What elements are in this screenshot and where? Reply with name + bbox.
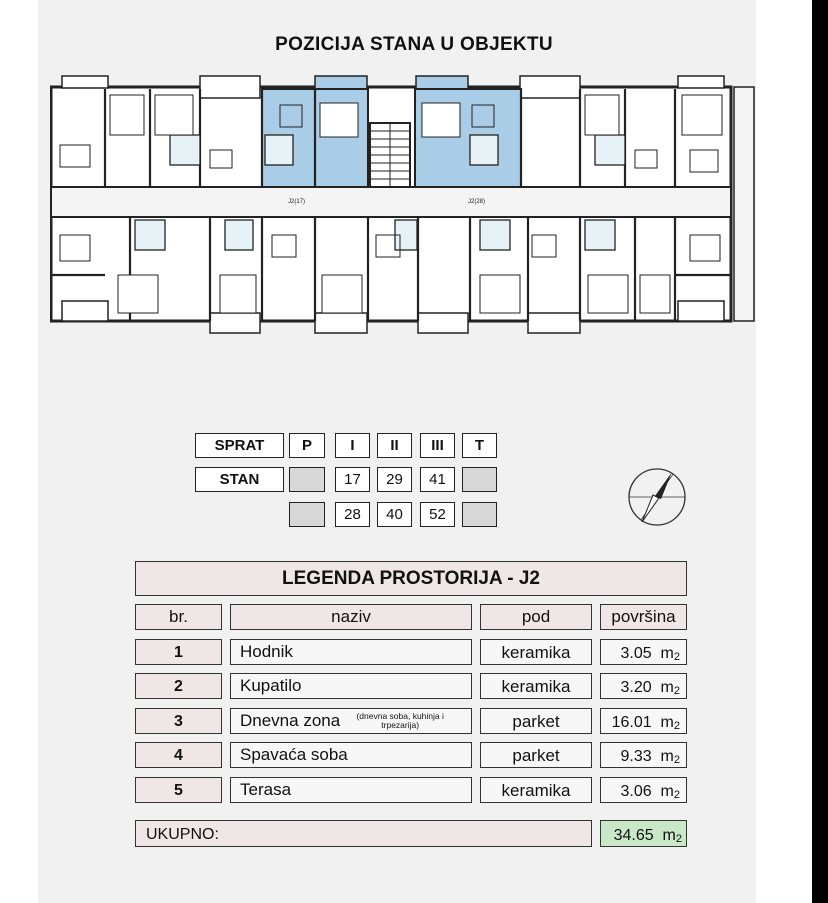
grid-apartment-40: 40 <box>377 502 412 527</box>
legend-row-floor: keramika <box>480 639 592 665</box>
legend-row-name <box>230 742 472 768</box>
legend-row-floor: keramika <box>480 673 592 699</box>
grid-floor-i: I <box>335 433 370 458</box>
grid-apartment-28: 28 <box>335 502 370 527</box>
area-unit-sup: 2 <box>673 720 680 732</box>
grid-floor-iii: III <box>420 433 455 458</box>
area-unit: m <box>660 714 674 731</box>
area-unit: m <box>660 645 674 662</box>
grid-floor-t: T <box>462 433 497 458</box>
room-name: Kupatilo <box>240 676 302 695</box>
legend-row-number: 3 <box>135 708 222 734</box>
area-value: 3.06 <box>620 783 652 800</box>
area-unit-sup: 2 <box>673 789 680 801</box>
grid-apartment-52: 52 <box>420 502 455 527</box>
grid-cell-empty <box>289 502 325 527</box>
grid-apartment-17: 17 <box>335 467 370 492</box>
legend-header-naziv: naziv <box>230 604 472 630</box>
page-title: POZICIJA STANA U OBJEKTU <box>275 34 553 55</box>
total-area-unit: m <box>662 827 676 844</box>
area-value: 16.01 <box>611 714 652 731</box>
legend-row-area <box>600 639 687 665</box>
total-area-value: 34.65 <box>613 827 654 844</box>
legend-row-name <box>230 639 472 665</box>
grid-row-label-sprat: SPRAT <box>195 433 284 458</box>
grid-floor-ii: II <box>377 433 412 458</box>
grid-floor-p: P <box>289 433 325 458</box>
grid-cell-empty <box>462 467 497 492</box>
area-unit-sup: 2 <box>673 754 680 766</box>
legend-row-name <box>230 777 472 803</box>
legend-row-number: 1 <box>135 639 222 665</box>
plan-tag-left: J2(17) <box>288 199 306 205</box>
room-name: Hodnik <box>240 642 293 661</box>
room-name: Terasa <box>240 780 292 799</box>
area-unit-sup: 2 <box>673 651 680 663</box>
legend-row-floor: parket <box>480 742 592 768</box>
area-unit: m <box>660 748 674 765</box>
legend-row-name <box>230 673 472 699</box>
grid-cell-empty <box>289 467 325 492</box>
legend-row-area <box>600 708 687 734</box>
area-value: 9.33 <box>620 748 652 765</box>
grid-cell-empty <box>462 502 497 527</box>
window-edge <box>812 0 828 903</box>
area-unit: m <box>660 783 674 800</box>
grid-apartment-41: 41 <box>420 467 455 492</box>
room-name: Dnevna zona <box>240 711 341 730</box>
legend-row-area <box>600 673 687 699</box>
legend-row-area <box>600 777 687 803</box>
legend-total-label: UKUPNO: <box>135 820 592 847</box>
legend-title: LEGENDA PROSTORIJA - J2 <box>135 561 687 596</box>
legend-row-number: 4 <box>135 742 222 768</box>
area-value: 3.20 <box>620 679 652 696</box>
legend-header-br: br. <box>135 604 222 630</box>
legend-total-value <box>600 820 687 847</box>
legend-row-floor: keramika <box>480 777 592 803</box>
compass-north-arrow-icon <box>626 466 688 528</box>
legend-row-number: 2 <box>135 673 222 699</box>
area-value: 3.05 <box>620 645 652 662</box>
grid-apartment-29: 29 <box>377 467 412 492</box>
room-name: Spavaća soba <box>240 745 348 764</box>
legend-header-povrsina: površina <box>600 604 687 630</box>
legend-row-area <box>600 742 687 768</box>
legend-header-pod: pod <box>480 604 592 630</box>
legend-row-floor: parket <box>480 708 592 734</box>
legend-row-name <box>230 708 472 734</box>
room-note: (dnevna soba, kuhinja i trpezarija) <box>356 711 444 730</box>
area-unit-sup: 2 <box>673 685 680 697</box>
total-area-unit-sup: 2 <box>675 833 682 845</box>
floor-plan <box>50 75 756 335</box>
legend-row-number: 5 <box>135 777 222 803</box>
plan-tag-right: J2(28) <box>468 199 486 205</box>
grid-row-label-stan: STAN <box>195 467 284 492</box>
area-unit: m <box>660 679 674 696</box>
